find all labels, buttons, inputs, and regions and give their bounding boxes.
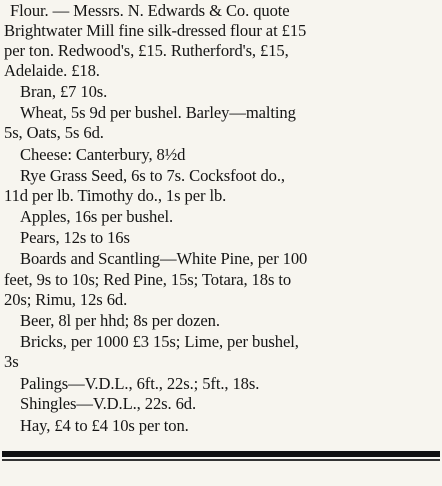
text-line-21: Hay, £4 to £4 10s per ton. (20, 416, 189, 435)
text-line-20: Shingles—V.D.L., 22s. 6d. (20, 394, 197, 413)
text-line-16: Beer, 8l per hhd; 8s per dozen. (20, 311, 220, 330)
text-line-17: Bricks, per 1000 £3 15s; Lime, per bushel, (20, 332, 299, 351)
text-line-5: Bran, £7 10s. (20, 82, 108, 101)
text-line-15: 20s; Rimu, 12s 6d. (4, 290, 128, 309)
text-line-7: 5s, Oats, 5s 6d. (4, 123, 104, 142)
text-line-2: Brightwater Mill fine silk-dressed flour at £15 (4, 21, 307, 40)
text-line-19: Palings—V.D.L., 6ft., 22s.; 5ft., 18s. (20, 374, 260, 393)
text-line-13: Boards and Scantling—White Pine, per 100 (20, 249, 308, 268)
text-line-4: Adelaide. £18. (4, 61, 100, 80)
section-divider-thick (2, 451, 440, 457)
text-line-12: Pears, 12s to 16s (20, 228, 130, 247)
text-line-18: 3s (4, 352, 19, 371)
text-line-14: feet, 9s to 10s; Red Pine, 15s; Totara, 18s to (4, 270, 292, 289)
text-line-3: per ton. Redwood's, £15. Rutherford's, £15, (4, 41, 289, 60)
text-line-6: Wheat, 5s 9d per bushel. Barley—malting (20, 103, 296, 122)
text-line-10: 11d per lb. Timothy do., 1s per lb. (4, 186, 227, 205)
text-line-1: Flour. — Messrs. N. Edwards & Co. quote (10, 1, 290, 20)
text-line-8: Cheese: Canterbury, 8½d (20, 145, 186, 164)
section-divider-thin (2, 459, 440, 461)
text-line-11: Apples, 16s per bushel. (20, 207, 174, 226)
text-line-9: Rye Grass Seed, 6s to 7s. Cocksfoot do., (20, 166, 285, 185)
